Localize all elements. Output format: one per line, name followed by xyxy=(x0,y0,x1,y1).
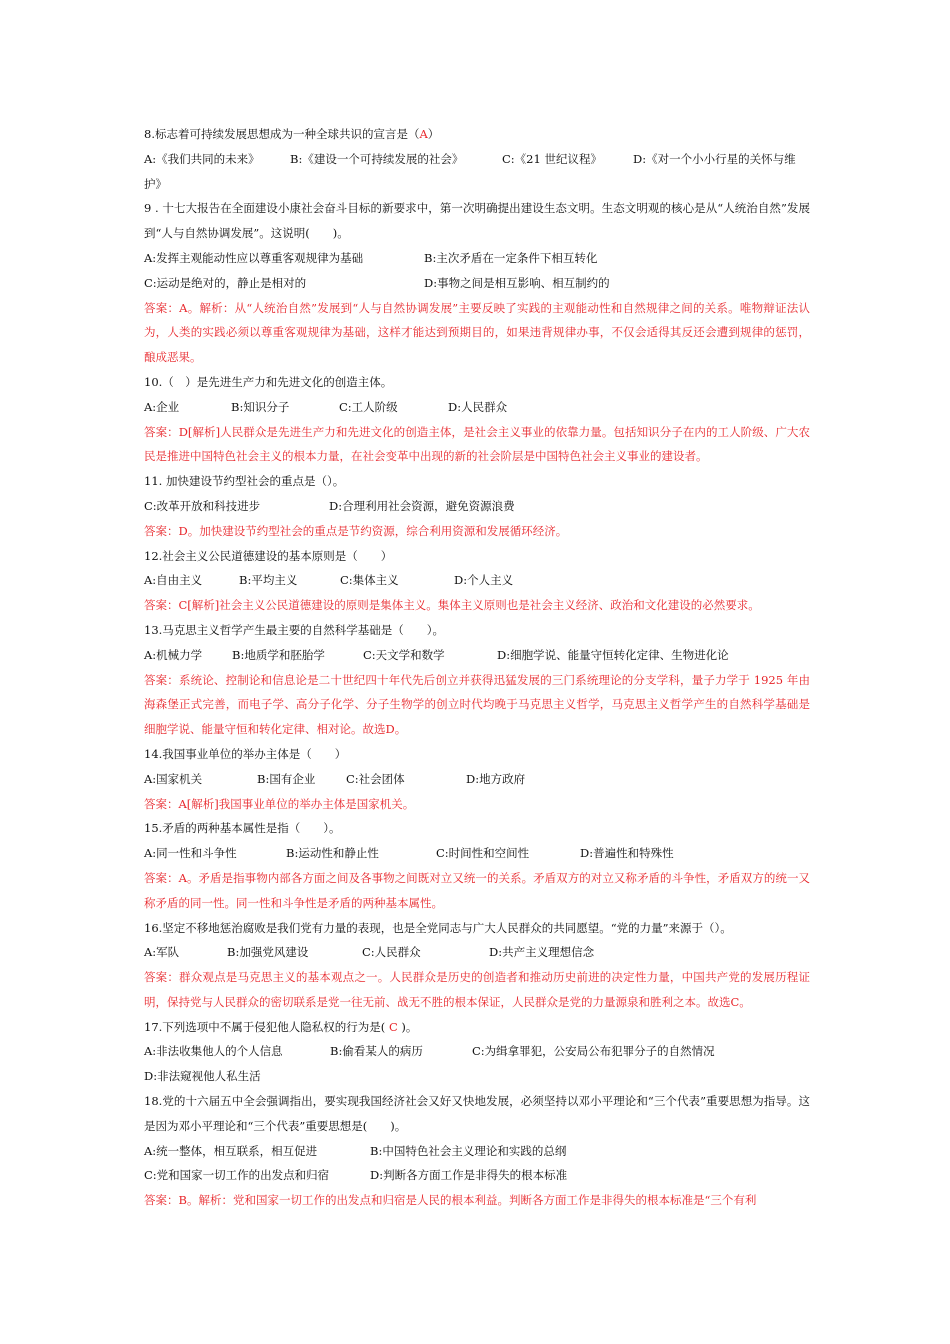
document-page xyxy=(144,122,810,1213)
option-c: C:时间性和空间性 xyxy=(436,846,530,861)
question-12-answer: 答案：C[解析]社会主义公民道德建设的原则是集体主义。集体主义原则也是社会主义经济、政治和文化建设的必然要求。 xyxy=(144,598,760,613)
question-15-options xyxy=(144,841,810,866)
option-a: A:机械力学 xyxy=(144,647,203,662)
option-a: A:发挥主观能动性应以尊重客观规律为基础 xyxy=(144,250,364,265)
option-b: B:偷看某人的病历 xyxy=(330,1044,423,1059)
question-15-answer: 答案：A。矛盾是指事物内部各方面之间及各事物之间既对立又统一的关系。矛盾双方的对立又称矛盾的斗争性，矛盾双方的统一又称矛盾的同一性。同一性和斗争性是矛盾的两种基本属性。 xyxy=(144,870,810,910)
question-17-options xyxy=(144,1039,810,1064)
question-18-options-row2 xyxy=(144,1163,810,1188)
option-d: D:普遍性和特殊性 xyxy=(580,846,674,861)
question-9-stem: 9 . 十七大报告在全面建设小康社会奋斗目标的新要求中，第一次明确提出建设生态文明。生态文明观的核心是从“人统治自然”发展到“人与自然协调发展”。这说明( )。 xyxy=(144,201,810,241)
question-18-options-row1 xyxy=(144,1139,810,1164)
option-c: C:《21 世纪议程》 xyxy=(502,151,602,166)
option-d: D:地方政府 xyxy=(466,771,526,786)
option-a: A:《我们共同的未来》 xyxy=(144,151,260,166)
option-d: D:细胞学说、能量守恒转化定律、生物进化论 xyxy=(497,647,729,662)
question-18-stem: 18.党的十六届五中全会强调指出，要实现我国经济社会又好又快地发展，必须坚持以邓小平理论和“三个代表”重要思想为指导。这是因为邓小平理论和“三个代表”重要思想是( )。 xyxy=(144,1094,810,1133)
option-c: C:工人阶级 xyxy=(339,399,398,414)
option-c: C:运动是绝对的，静止是相对的 xyxy=(144,275,307,290)
option-b: B:主次矛盾在一定条件下相互转化 xyxy=(424,250,598,265)
question-8-stem-end: ） xyxy=(427,127,440,141)
option-b: B:《建设一个可持续发展的社会》 xyxy=(290,151,464,166)
question-9-answer: 答案：A。解析：从“人统治自然”发展到“人与自然协调发展”主要反映了实践的主观能动性和自然规律之间的关系。唯物辩证法认为，人类的实践必须以尊重客观规律为基础，这样才能达到预期目的，如果违背规律办事，不仅会适得其反还会遭到规律的惩罚，酿成恶果。 xyxy=(144,300,810,365)
option-a: A:统一整体，相互联系，相互促进 xyxy=(144,1143,318,1158)
question-13-options xyxy=(144,643,810,668)
question-11-options xyxy=(144,494,810,519)
option-d: D:事物之间是相互影响、相互制约的 xyxy=(424,275,610,290)
option-d: D:判断各方面工作是非得失的根本标准 xyxy=(370,1168,568,1183)
question-17-option-d: D:非法窥视他人私生活 xyxy=(144,1069,261,1084)
option-b: B:地质学和胚胎学 xyxy=(232,647,325,662)
option-c: C:天文学和数学 xyxy=(363,647,445,662)
option-a: A:国家机关 xyxy=(144,771,203,786)
option-a: A:军队 xyxy=(144,945,180,960)
question-12-options xyxy=(144,568,810,593)
option-b: B:运动性和静止性 xyxy=(286,846,379,861)
option-d: D:合理利用社会资源，避免资源浪费 xyxy=(329,498,515,513)
option-d: D:共产主义理想信念 xyxy=(489,945,595,960)
question-10-options xyxy=(144,395,810,420)
option-c: C:社会团体 xyxy=(346,771,405,786)
option-b: B:中国特色社会主义理论和实践的总纲 xyxy=(370,1143,567,1158)
option-c: C:人民群众 xyxy=(362,945,421,960)
option-b: B:加强党风建设 xyxy=(227,945,309,960)
option-a: A:同一性和斗争性 xyxy=(144,846,237,861)
option-c: C:为缉拿罪犯，公安局公布犯罪分子的自然情况 xyxy=(472,1044,715,1059)
question-18-answer: 答案：B。解析：党和国家一切工作的出发点和归宿是人民的根本利益。判断各方面工作是非得失的根本标准是“三个有利 xyxy=(144,1193,757,1208)
question-16-answer: 答案：群众观点是马克思主义的基本观点之一。人民群众是历史的创造者和推动历史前进的决定性力量，中国共产党的发展历程证明，保持党与人民群众的密切联系是党一往无前、战无不胜的根本保证，人民群众是党的力量源泉和胜利之本。故选C。 xyxy=(144,970,810,1009)
option-d: D:《对一个小小行星的关怀与维 xyxy=(633,151,796,166)
question-9-options-row1 xyxy=(144,246,810,271)
question-14-stem: 14.我国事业单位的举办主体是（ ） xyxy=(144,746,347,761)
question-8-answer-letter: A xyxy=(419,127,428,141)
question-13-answer: 答案：系统论、控制论和信息论是二十世纪四十年代先后创立并获得迅猛发展的三门系统理论的分支学科，量子力学于 1925 年由海森堡正式完善，而电子学、高分子化学、分子生物学的创立时代均晚于马克思主义哲学，马克思主义哲学产生的自然科学基础是细胞学说、能量守恒和转化定律、相对论。故选D。 xyxy=(144,672,810,737)
question-11-stem: 11. 加快建设节约型社会的重点是（）。 xyxy=(144,474,345,489)
question-8-stem xyxy=(144,122,810,147)
question-17-stem-end: )。 xyxy=(401,1019,418,1034)
question-12-stem: 12.社会主义公民道德建设的基本原则是（ ） xyxy=(144,548,393,563)
question-15-stem: 15.矛盾的两种基本属性是指（ ）。 xyxy=(144,821,341,836)
question-16-options xyxy=(144,940,810,965)
option-c: C:集体主义 xyxy=(340,573,399,588)
option-a: A:企业 xyxy=(144,399,180,414)
option-b: B:平均主义 xyxy=(239,573,298,588)
option-d: D:个人主义 xyxy=(454,573,514,588)
option-a: A:自由主义 xyxy=(144,573,203,588)
question-8-options xyxy=(144,147,810,172)
question-8-stem-text: 8.标志着可持续发展思想成为一种全球共识的宣言是（ xyxy=(144,127,420,141)
question-17-stem-text: 17.下列选项中不属于侵犯他人隐私权的行为是( xyxy=(144,1019,386,1034)
option-c: C:党和国家一切工作的出发点和归宿 xyxy=(144,1168,330,1183)
question-11-answer: 答案：D。加快建设节约型社会的重点是节约资源，综合利用资源和发展循环经济。 xyxy=(144,523,568,538)
option-d: D:人民群众 xyxy=(448,399,508,414)
question-14-options xyxy=(144,767,810,792)
option-b: B:国有企业 xyxy=(257,771,316,786)
question-16-stem: 16.坚定不移地惩治腐败是我们党有力量的表现，也是全党同志与广大人民群众的共同愿望。“党的力量”来源于（）。 xyxy=(144,920,732,935)
question-10-stem: 10.（ ）是先进生产力和先进文化的创造主体。 xyxy=(144,374,393,389)
question-8-options-cont: 护》 xyxy=(144,176,167,191)
question-10-answer: 答案：D[解析]人民群众是先进生产力和先进文化的创造主体，是社会主义事业的依靠力量。包括知识分子在内的工人阶级、广大农民是推进中国特色社会主义的根本力量，在社会变革中出现的新的社会阶层是中国特色社会主义事业的建设者。 xyxy=(144,424,810,464)
option-c: C:改革开放和科技进步 xyxy=(144,498,261,513)
question-14-answer: 答案：A[解析]我国事业单位的举办主体是国家机关。 xyxy=(144,796,415,811)
question-9-options-row2 xyxy=(144,271,810,296)
option-b: B:知识分子 xyxy=(231,399,290,414)
question-17-answer-letter: C xyxy=(388,1019,398,1034)
question-13-stem: 13.马克思主义哲学产生最主要的自然科学基础是（ ）。 xyxy=(144,622,445,637)
option-a: A:非法收集他人的个人信息 xyxy=(144,1044,283,1059)
question-17-stem xyxy=(144,1015,810,1040)
